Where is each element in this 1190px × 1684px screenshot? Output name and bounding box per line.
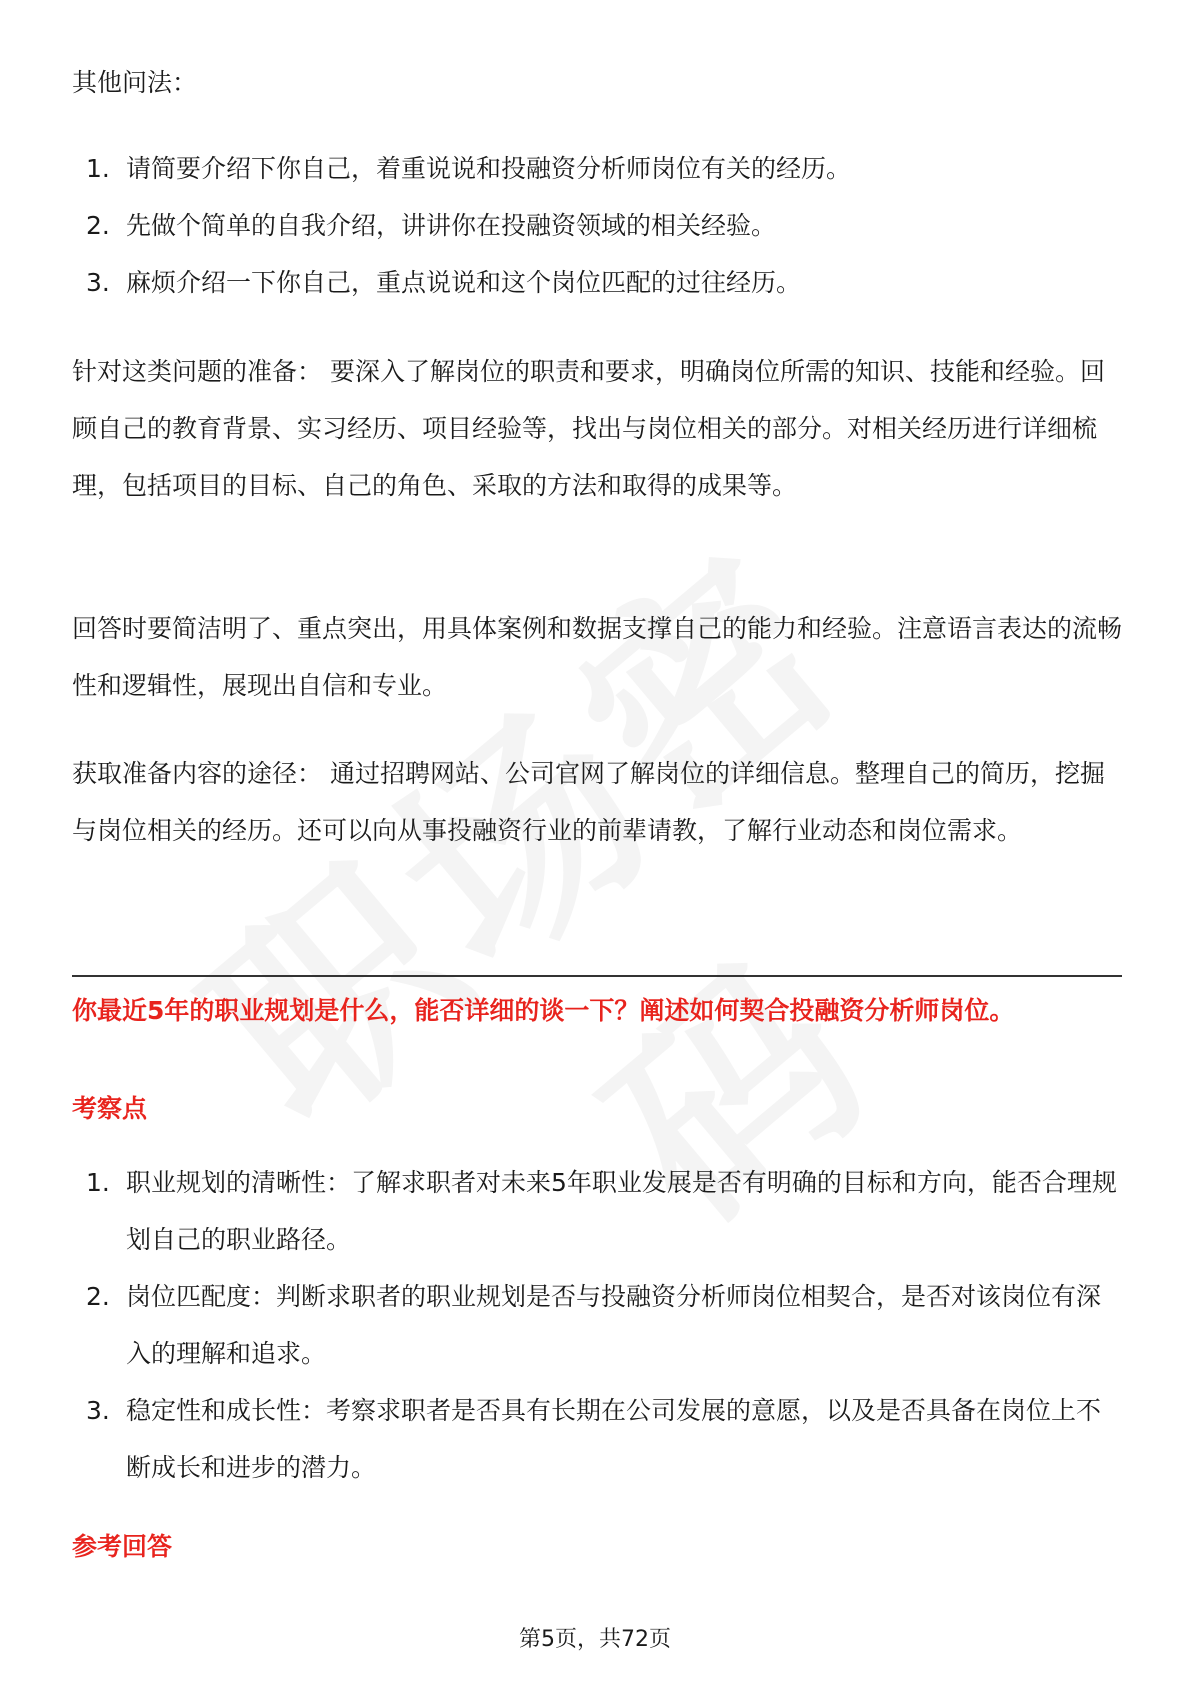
list-number: 3. [86, 1396, 110, 1425]
alt-questions-label: 其他问法： [72, 68, 198, 97]
list-text: 麻烦介绍一下你自己，重点说说和这个岗位匹配的过往经历。 [126, 268, 802, 297]
answer-tip-paragraph: 回答时要简洁明了、重点突出，用具体案例和数据支撑自己的能力和经验。注意语言表达的流畅性和逻辑性，展现出自信和专业。 [72, 614, 1123, 700]
list-number: 2. [86, 211, 110, 240]
list-item [72, 1154, 1122, 1268]
list-text: 先做个简单的自我介绍，讲讲你在投融资领域的相关经验。 [126, 211, 777, 240]
list-text: 稳定性和成长性：考察求职者是否具有长期在公司发展的意愿，以及是否具备在岗位上不断成长和进步的潜力。 [126, 1396, 1102, 1482]
list-item [72, 140, 1122, 197]
reference-answer-heading: 参考回答 [72, 1532, 173, 1561]
list-number: 3. [86, 268, 110, 297]
list-item [72, 1268, 1122, 1382]
points-list [72, 1154, 1122, 1496]
list-number: 1. [86, 154, 110, 183]
alt-questions-list [72, 140, 1122, 311]
list-text: 岗位匹配度：判断求职者的职业规划是否与投融资分析师岗位相契合，是否对该岗位有深入的理解和追求。 [126, 1282, 1102, 1368]
points-heading: 考察点 [72, 1094, 148, 1123]
list-text: 请简要介绍下你自己，着重说说和投融资分析师岗位有关的经历。 [126, 154, 852, 183]
list-number: 2. [86, 1282, 110, 1311]
list-number: 1. [86, 1168, 110, 1197]
question-title: 你最近5年的职业规划是什么，能否详细的谈一下？阐述如何契合投融资分析师岗位。 [72, 996, 1015, 1025]
section-divider [72, 975, 1122, 977]
list-item [72, 1382, 1122, 1496]
list-item [72, 197, 1122, 254]
list-text: 职业规划的清晰性：了解求职者对未来5年职业发展是否有明确的目标和方向，能否合理规划自己的职业路径。 [126, 1168, 1117, 1254]
page-number: 第5页，共72页 [519, 1627, 671, 1652]
sources-paragraph: 获取准备内容的途径： 通过招聘网站、公司官网了解岗位的详细信息。整理自己的简历，挖掘与岗位相关的经历。还可以向从事投融资行业的前辈请教，了解行业动态和岗位需求。 [72, 759, 1105, 845]
list-item [72, 254, 1122, 311]
preparation-paragraph: 针对这类问题的准备： 要深入了解岗位的职责和要求，明确岗位所需的知识、技能和经验。回顾自己的教育背景、实习经历、项目经验等，找出与岗位相关的部分。对相关经历进行详细梳理，包括项目的目标、自己的角色、采取的方法和取得的成果等。 [72, 357, 1105, 500]
document-page [72, 0, 1122, 1684]
